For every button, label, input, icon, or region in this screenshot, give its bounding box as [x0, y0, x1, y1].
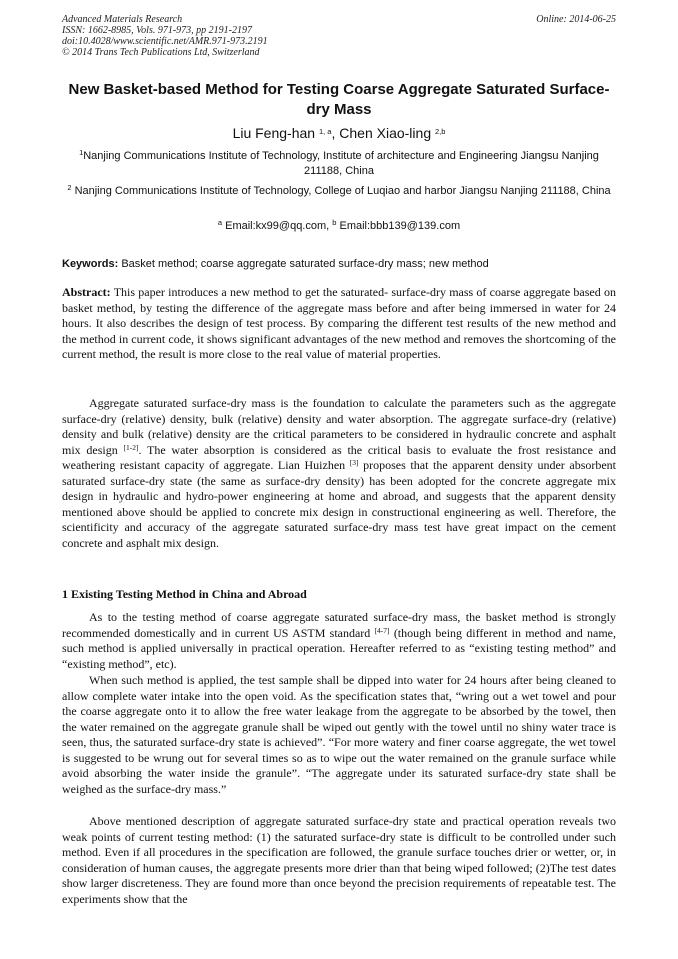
section-heading: 1 Existing Testing Method in China and Abroad: [62, 587, 307, 601]
email-sup: a: [217, 218, 223, 227]
author-name: Liu Feng-han: [232, 125, 316, 141]
paragraph-text: . The water absorption is considered as the critical basis to evaluate the frost resistance and weathering resistant capacity of aggregate. Lian Huizhen: [62, 442, 617, 472]
email-b[interactable]: Email:bbb139@139.com: [339, 220, 461, 232]
affiliation-2: [62, 184, 616, 199]
section-paragraph: Above mentioned description of aggregate saturated surface-dry state and practical operation reveals two weak points of current testing method: (1) the saturated surface-dry state is difficult to be controlled under such method. Even if all procedures in the specification are followed, the granule surface touches drier or wetter, or, in consideration of human causes, the aggregate presents more drier than that being wiped followed; (2)The test dates show larger discreteness. They are found more than once beyond the precision requirements of repeatable test. The experiments show that the: [62, 814, 616, 906]
abstract-label: Abstract:: [62, 285, 111, 299]
intro-paragraph: [62, 396, 616, 551]
abstract: [62, 285, 616, 363]
section-paragraph: When such method is applied, the test sample shall be dipped into water for 24 hours after being cleaned to allow complete water intake into the open void. As the specification states that, “wring out a wet towel and pour the coarse aggregate onto it to allow the free water leakage from the aggregate to be absorbed by the towel, then the water remained on the aggregate granule shall be wiped out gently with the towel until no shiny water trace is seen, thus, the saturated surface-dry state is achieved”. “For more watery and finer coarse aggregate, the wet towel is suggested to be wrung out for several times so as to wipe out the water remained on the granule surface while avoid absorbing the water inside the granule”. “The aggregate under its saturated surface-dry state shall be weighed as the surface-dry mass.”: [62, 673, 616, 796]
author-line: Liu Feng-han $^{1, a}$, Chen Xiao-ling $^{2,b}$: [232, 125, 446, 141]
email-line: [62, 219, 616, 234]
author-sup: 1, a: [318, 127, 332, 136]
affiliation-number: 1: [79, 148, 84, 157]
affiliation-text: Nanjing Communications Institute of Technology, Institute of architecture and Engineering Jiangsu Nanjing 211188, China: [83, 150, 599, 177]
online-date: Online: 2014-06-25: [536, 14, 616, 25]
author-sup: 2,b: [435, 127, 446, 136]
section-paragraph: [62, 610, 616, 672]
journal-header: [62, 14, 442, 58]
keywords-label: Keywords:: [62, 258, 119, 270]
citation: [3]: [349, 458, 359, 467]
doi-line[interactable]: doi:10.4028/www.scientific.net/AMR.971-973.2191: [62, 36, 268, 47]
citation: [1-2]: [123, 442, 139, 452]
keywords-text: Basket method; coarse aggregate saturated surface-dry mass; new method: [121, 258, 489, 270]
affiliation-number: 2: [67, 183, 72, 192]
paper-title: New Basket-based Method for Testing Coarse Aggregate Saturated Surface-dry Mass: [68, 81, 610, 118]
affiliation-text: Nanjing Communications Institute of Technology, College of Luqiao and harbor Jiangsu Nanjing 211188, China: [74, 185, 611, 197]
paragraph-text: proposes that the apparent density under absorbent saturated surface-dry state (the same as surface-dry density) has been adopted for the concrete aggregate mix design in hydraulic and hydro-power engineering at home and abroad, and suggests that the apparent density mentioned above should be applied to concrete mix design in constructional engineering as well. Therefore, the scientificity and accuracy of the aggregate saturated surface-dry mass test have great impact on the cement concrete and asphalt mix design.: [62, 458, 617, 550]
email-a[interactable]: Email:kx99@qq.com,: [225, 220, 330, 232]
abstract-text: This paper introduces a new method to get the saturated- surface-dry mass of coarse aggregate based on basket method, by testing the difference of the aggregate mass before and after being immersed in water for 24 hours. It also describes the design of test process. By comparing the different test results of the new method and the method in current code, it shows significant advantages of the new method and removes the shortcoming of the current method, the result is more close to the real value of material properties.: [62, 285, 616, 361]
paragraph-text: (though being different in method and name, such method is applied universally in practical operation. Hereafter referred to as “existing testing method” and “existing method”, etc).: [62, 625, 616, 671]
citation: [4-7]: [374, 625, 390, 635]
paragraph-text: Aggregate saturated surface-dry mass is the foundation to calculate the parameters such as the aggregate surface-dry (relative) density, bulk (relative) density and water absorption. The aggregate surface-dry (relative) density and bulk (relative) density are the critical parameters to be considered in hydraulic concrete and asphalt mix design: [62, 396, 616, 457]
affiliation-1: [62, 149, 616, 179]
keywords: [62, 257, 616, 272]
paragraph-text: As to the testing method of coarse aggregate saturated surface-dry mass, the basket method is strongly recommended domestically and in current US ASTM standard: [62, 610, 616, 640]
issn-line: ISSN: 1662-8985, Vols. 971-973, pp 2191-2197: [62, 25, 252, 36]
copyright-line: © 2014 Trans Tech Publications Ltd, Switzerland: [62, 47, 260, 58]
author-name: Chen Xiao-ling: [339, 125, 432, 141]
journal-name: Advanced Materials Research: [62, 14, 183, 25]
email-sup: b: [332, 218, 337, 227]
